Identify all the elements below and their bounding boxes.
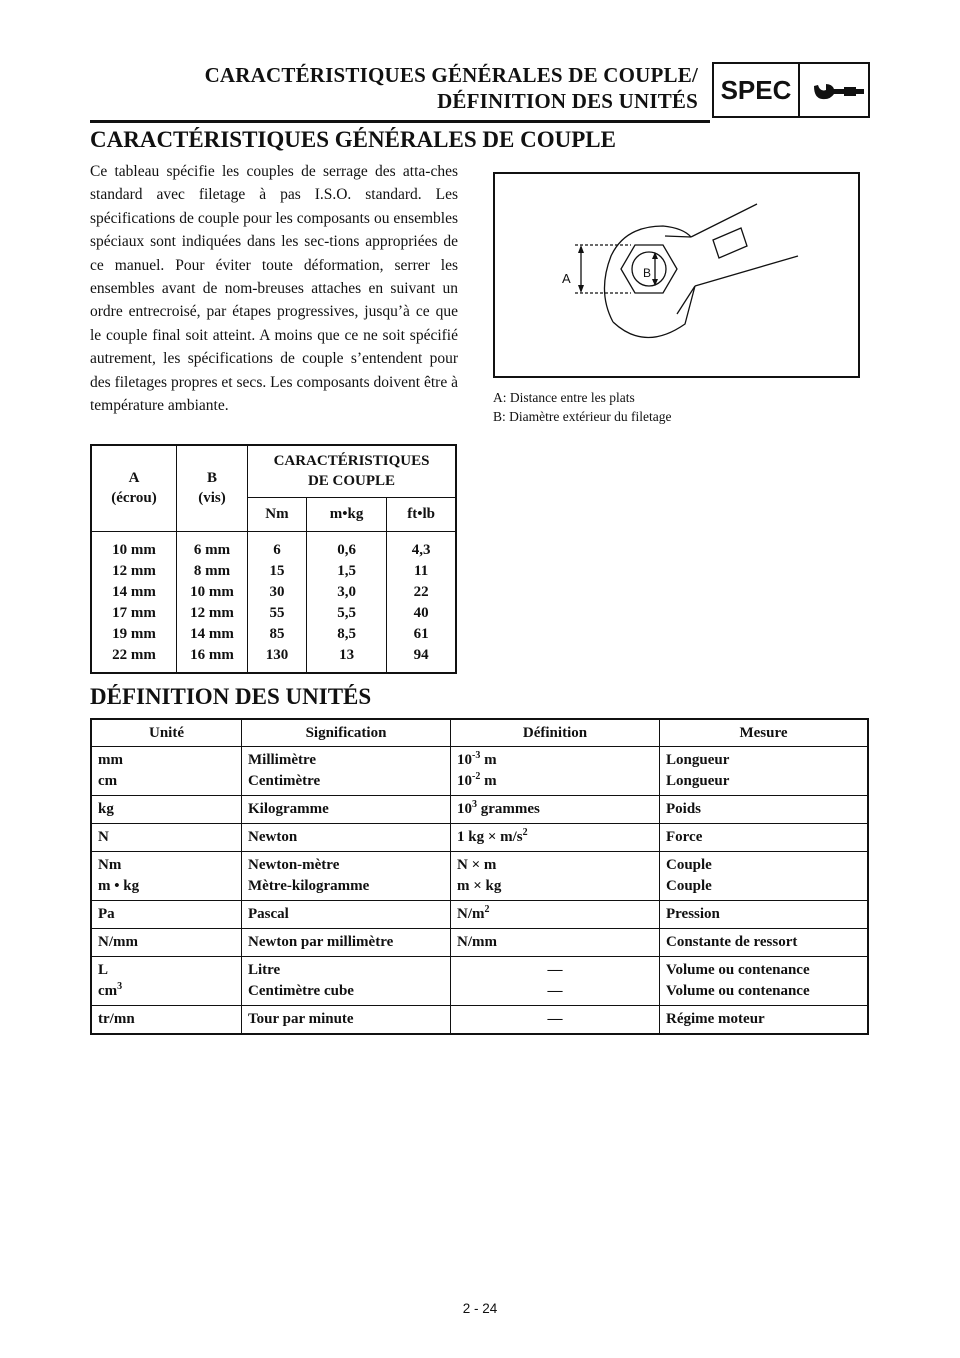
meaning-cell: Kilogramme	[242, 796, 451, 824]
cell: 22 mm	[112, 646, 156, 663]
cell-line: L	[98, 962, 109, 978]
def-tail: m	[480, 773, 497, 789]
unit-cell: kg	[91, 796, 242, 824]
cell: 12 mm	[112, 562, 156, 579]
unit-cell: N	[91, 824, 242, 852]
torque-col-b-values	[177, 531, 248, 673]
meaning-cell	[242, 957, 451, 1006]
torque-col-ftlb-values	[387, 531, 456, 673]
unit-cell: Pa	[91, 901, 242, 929]
cell-line: m × kg	[457, 878, 502, 894]
cell: 14 mm	[190, 625, 234, 642]
torque-col-nm-values	[248, 531, 307, 673]
torque-data-row	[91, 531, 456, 673]
caption-b-text: Diamètre extérieur du filetage	[509, 409, 672, 424]
spec-badge	[712, 62, 870, 118]
measure-cell: Régime moteur	[660, 1006, 869, 1035]
cell: 14 mm	[112, 583, 156, 600]
col-b-label: B	[206, 470, 217, 487]
definition-cell: —	[451, 1006, 660, 1035]
def-base: 10	[457, 752, 472, 768]
figure-caption-a	[493, 388, 635, 407]
cell: 11	[414, 562, 429, 579]
def-base: 1 kg × m/s	[457, 829, 523, 845]
cell: 40	[413, 604, 429, 621]
def-tail: grammes	[477, 801, 540, 817]
cell: 61	[413, 625, 429, 642]
definition-cell	[451, 747, 660, 796]
wrench-diagram	[495, 174, 858, 376]
table-row	[91, 901, 868, 929]
cell-line: N × m	[457, 857, 497, 873]
table-row	[91, 824, 868, 852]
cell: 12 mm	[190, 604, 234, 621]
meaning-cell	[242, 747, 451, 796]
cell-line: mm	[98, 752, 123, 768]
measure-cell: Force	[660, 824, 869, 852]
torque-section-heading: CARACTÉRISTIQUES GÉNÉRALES DE COUPLE	[90, 127, 616, 152]
def-exponent: -3	[472, 750, 481, 761]
table-row	[91, 957, 868, 1006]
cell: 10 mm	[112, 541, 156, 558]
cell: 85	[269, 625, 285, 642]
def-exponent: 2	[522, 827, 528, 838]
units-section-heading: DÉFINITION DES UNITÉS	[90, 684, 372, 709]
unit-ftlb-header: ft•lb	[387, 497, 456, 531]
unit-base: cm	[98, 983, 118, 999]
definition-cell	[451, 796, 660, 824]
torque-table	[90, 444, 457, 674]
cell: 13	[339, 646, 355, 663]
cell: 19 mm	[112, 625, 156, 642]
units-header-unit: Unité	[91, 719, 242, 747]
cell-line: Centimètre cube	[248, 983, 354, 999]
cell-line: Litre	[248, 962, 281, 978]
cell-line: m • kg	[98, 878, 140, 894]
figure-label-a: A	[562, 271, 571, 286]
cell-line: Mètre-kilogramme	[248, 878, 370, 894]
figure-label-b: B	[643, 266, 652, 280]
wrench-figure	[493, 172, 860, 378]
table-row	[91, 796, 868, 824]
page-number: 2 - 24	[462, 1301, 498, 1316]
cell-line	[457, 771, 653, 792]
cell: 130	[265, 646, 289, 663]
cell: 0,6	[337, 541, 356, 558]
cell-line: —	[547, 983, 563, 999]
cell: 30	[269, 583, 285, 600]
cell-line: —	[547, 962, 563, 978]
table-row	[91, 1006, 868, 1035]
cell: 22	[413, 583, 429, 600]
unit-cell	[91, 747, 242, 796]
cell-line: cm	[98, 773, 118, 789]
measure-cell: Poids	[660, 796, 869, 824]
cell: 1,5	[337, 562, 356, 579]
torque-col-mkg-values	[306, 531, 386, 673]
cell: 4,3	[411, 541, 431, 558]
table-row	[91, 852, 868, 901]
spec-label: SPEC	[720, 75, 792, 105]
cell: 5,5	[337, 604, 356, 621]
def-exponent: 2	[484, 904, 490, 915]
torque-col-b-header	[177, 445, 248, 531]
cell: 8 mm	[193, 562, 231, 579]
wrench-icon	[810, 76, 866, 106]
cell-line: Millimètre	[248, 752, 317, 768]
cell: 10 mm	[190, 583, 234, 600]
cell: 15	[269, 562, 285, 579]
definition-cell	[451, 901, 660, 929]
definition-cell	[451, 824, 660, 852]
def-exponent: 3	[472, 799, 477, 810]
def-exponent: -2	[472, 771, 481, 782]
cell-line: Couple	[666, 857, 712, 873]
cell-line: Nm	[98, 857, 122, 873]
page-header-title	[138, 62, 698, 114]
cell-line: Centimètre	[248, 773, 321, 789]
def-base: 10	[457, 801, 472, 817]
units-header-meaning: Signification	[242, 719, 451, 747]
measure-cell	[660, 747, 869, 796]
meaning-cell: Newton par millimètre	[242, 929, 451, 957]
definition-cell	[451, 852, 660, 901]
def-base: N/m	[457, 906, 485, 922]
cell: 6	[273, 541, 281, 558]
torque-col-a-values	[91, 531, 177, 673]
def-tail: m	[480, 752, 497, 768]
cell: 8,5	[337, 625, 356, 642]
col-a-label: A	[128, 470, 140, 487]
cell: 94	[413, 646, 429, 663]
col-b-sublabel: (vis)	[198, 490, 226, 507]
unit-exponent: 3	[117, 981, 123, 992]
unit-cell: tr/mn	[91, 1006, 242, 1035]
table-row	[91, 747, 868, 796]
header-title-line1: CARACTÉRISTIQUES GÉNÉRALES DE COUPLE/	[204, 63, 698, 87]
group-header-line2: DE COUPLE	[307, 473, 396, 490]
meaning-cell: Newton	[242, 824, 451, 852]
cell-line: Longueur	[666, 773, 730, 789]
cell: 16 mm	[190, 646, 234, 663]
cell-line: Longueur	[666, 752, 730, 768]
meaning-cell	[242, 852, 451, 901]
unit-nm-header: Nm	[248, 497, 307, 531]
cell-line	[98, 981, 235, 1002]
units-header-row	[91, 719, 868, 747]
cell: 6 mm	[193, 541, 231, 558]
measure-cell	[660, 852, 869, 901]
torque-group-header	[248, 445, 457, 497]
cell: 3,0	[337, 583, 356, 600]
unit-cell	[91, 957, 242, 1006]
caption-a-key: A:	[493, 390, 507, 405]
cell-line: Couple	[666, 878, 712, 894]
cell-line: Volume ou contenance	[666, 983, 810, 999]
spec-divider	[798, 64, 800, 116]
measure-cell: Constante de ressort	[660, 929, 869, 957]
units-header-definition: Définition	[451, 719, 660, 747]
cell-line	[457, 750, 653, 771]
header-title-line2: DÉFINITION DES UNITÉS	[437, 89, 698, 113]
header-rule	[90, 120, 710, 123]
units-header-measure: Mesure	[660, 719, 869, 747]
caption-a-text: Distance entre les plats	[509, 390, 635, 405]
figure-caption-b	[493, 407, 671, 426]
measure-cell	[660, 957, 869, 1006]
col-a-sublabel: (écrou)	[111, 490, 157, 507]
caption-b-key: B:	[493, 409, 506, 424]
meaning-cell: Tour par minute	[242, 1006, 451, 1035]
torque-paragraph: Ce tableau spécifie les couples de serrage des atta-ches standard avec filetage à pas I.S.O. standard. Les spécifications de couple pour les composants ou ensembles spéciaux sont indiquées dans les sec-tions appropriées de ce manuel. Pour éviter toute déformation, serrer les ensembles avant de nom-breuses attaches en suivant un ordre entrecroisé, par étapes progressives, jusqu’à ce que le couple final soit atteint. A moins que ce ne soit spécifié autrement, les spécifications de couple s’entendent pour des filetages propres et secs. Les composants doivent être à température ambiante.	[90, 163, 458, 415]
meaning-cell: Pascal	[242, 901, 451, 929]
table-row	[91, 929, 868, 957]
definition-cell	[451, 957, 660, 1006]
unit-mkg-header: m•kg	[306, 497, 386, 531]
cell: 17 mm	[112, 604, 156, 621]
unit-cell	[91, 852, 242, 901]
measure-cell: Pression	[660, 901, 869, 929]
group-header-line1: CARACTÉRISTIQUES	[273, 453, 430, 470]
cell: 55	[269, 604, 285, 621]
cell-line: Newton-mètre	[248, 857, 340, 873]
units-table	[90, 718, 869, 1035]
def-base: 10	[457, 773, 472, 789]
definition-cell: N/mm	[451, 929, 660, 957]
torque-col-a-header	[91, 445, 177, 531]
cell-line: Volume ou contenance	[666, 962, 810, 978]
unit-cell: N/mm	[91, 929, 242, 957]
